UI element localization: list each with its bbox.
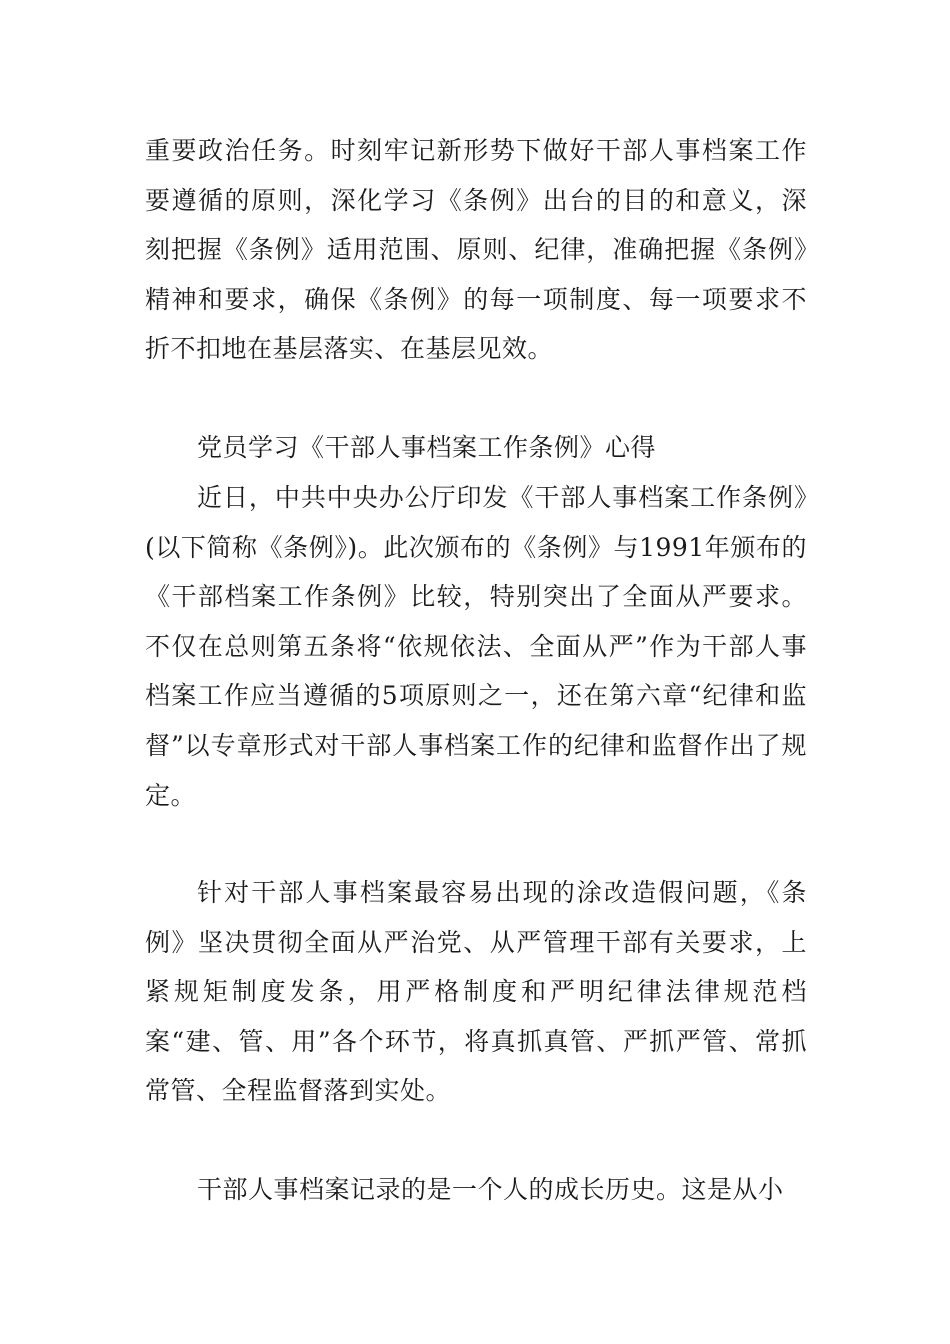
body-paragraph: 干部人事档案记录的是一个人的成长历史。这是从小: [197, 1175, 784, 1204]
continued-paragraph: 重要政治任务。时刻牢记新形势下做好干部人事档案工作要遵循的原则，深化学习《条例》出台的目的和意义，深刻把握《条例》适用范围、原则、纪律，准确把握《条例》精神和要求，确保《条例》的每一项制度、每一项要求不折不扣地在基层落实、在基层见效。: [145, 136, 807, 364]
section-heading: 党员学习《干部人事档案工作条例》心得: [197, 433, 657, 462]
body-paragraph: 近日，中共中央办公厅印发《干部人事档案工作条例》(以下简称《条例》)。此次颁布的《条例》与1991年颁布的《干部档案工作条例》比较，特别突出了全面从严要求。不仅在总则第五条将“依规依法、全面从严”作为干部人事档案工作应当遵循的5项原则之一，还在第六章“纪律和监督”以专章形式对干部人事档案工作的纪律和监督作出了规定。: [145, 483, 807, 810]
body-paragraph: 针对干部人事档案最容易出现的涂改造假问题，《条例》坚决贯彻全面从严治党、从严管理干部有关要求，上紧规矩制度发条，用严格制度和严明纪律法律规范档案“建、管、用”各个环节，将真抓真管、严抓严管、常抓常管、全程监督落到实处。: [145, 878, 807, 1106]
